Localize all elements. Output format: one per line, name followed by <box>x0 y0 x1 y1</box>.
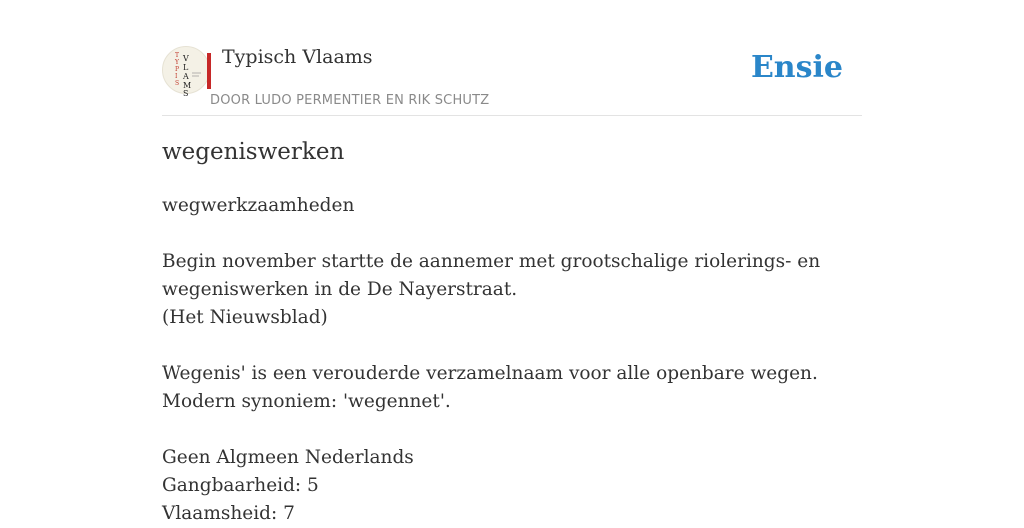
svg-text:P: P <box>175 66 180 73</box>
svg-text:M: M <box>183 81 192 90</box>
svg-text:Y: Y <box>175 59 179 66</box>
entry-note: Wegenis' is een verouderde verzamelnaam voor alle openbare wegen. Modern synoniem: 'wegennet'. <box>162 363 818 412</box>
svg-text:I: I <box>175 73 178 80</box>
entry-vlaamsheid: Vlaamsheid: 7 <box>162 503 295 524</box>
entry-title: wegeniswerken <box>162 139 345 165</box>
entry-content <box>162 192 862 528</box>
svg-text:L: L <box>183 63 189 72</box>
entry-classification: Geen Algmeen Nederlands <box>162 447 414 468</box>
entry-gangbaarheid: Gangbaarheid: 5 <box>162 475 319 496</box>
entry-example-source: (Het Nieuwsblad) <box>162 307 328 328</box>
entry-example: Begin november startte de aannemer met grootschalige riolerings- en wegeniswerken in de De Nayerstraat. <box>162 251 821 300</box>
svg-text:V: V <box>183 54 189 63</box>
svg-text:S: S <box>175 80 180 87</box>
site-header <box>162 0 862 116</box>
svg-text:S: S <box>183 89 189 98</box>
ensie-brand-link[interactable]: Ensie <box>750 50 843 85</box>
blog-title[interactable]: Typisch Vlaams <box>222 46 373 68</box>
typisch-vlaams-logo-icon[interactable] <box>162 46 210 98</box>
svg-text:A: A <box>183 72 189 81</box>
page <box>162 0 862 524</box>
svg-text:T: T <box>175 52 180 59</box>
entry-definition: wegwerkzaamheden <box>162 195 355 216</box>
byline: DOOR LUDO PERMENTIER EN RIK SCHUTZ <box>210 93 490 108</box>
